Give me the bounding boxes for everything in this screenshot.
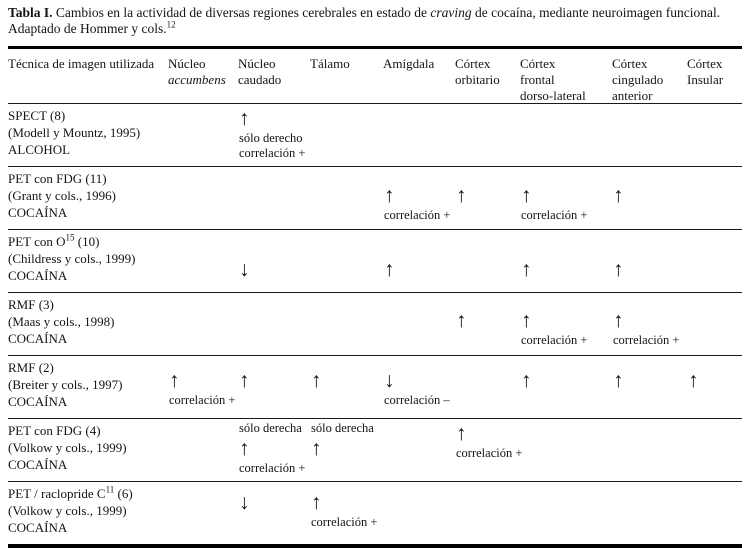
cell-cortex-frontal <box>520 104 612 166</box>
cell-talamo <box>310 419 383 481</box>
cell-nucleo-accumbens <box>168 293 238 355</box>
caption-text-1: Cambios en la actividad de diversas regiones cerebrales en estado de <box>52 5 431 20</box>
cell-amigdala <box>383 293 455 355</box>
up-arrow-icon: ↑ <box>521 368 532 392</box>
up-arrow-icon: ↑ <box>311 368 322 392</box>
header-line: Amígdala <box>383 56 435 71</box>
up-arrow-icon: ↑ <box>384 183 395 207</box>
technique-cell <box>8 104 168 166</box>
cell-cortex-cingulado <box>612 104 687 166</box>
table-label: Tabla I. <box>8 5 53 20</box>
study-citation: (Breiter y cols., 1997) <box>8 377 123 392</box>
caption-line-2 <box>8 21 742 37</box>
col-header-talamo <box>310 56 383 104</box>
cell-cortex-frontal <box>520 230 612 292</box>
technique-name: SPECT (8) <box>8 108 66 123</box>
cell-cortex-insular <box>687 167 742 229</box>
cell-nucleo-accumbens <box>168 482 238 544</box>
cell-nucleo-caudado <box>238 230 310 292</box>
cell-annotation: correlación + <box>239 461 306 475</box>
substance-label: COCAÍNA <box>8 394 68 409</box>
up-arrow-icon: ↑ <box>688 368 699 392</box>
col-header-technique <box>8 56 168 104</box>
technique-name: PET con FDG (4) <box>8 423 101 438</box>
up-arrow-icon: ↑ <box>521 183 532 207</box>
cell-talamo <box>310 230 383 292</box>
cell-amigdala <box>383 356 455 418</box>
cell-nucleo-accumbens <box>168 356 238 418</box>
up-arrow-icon: ↑ <box>521 308 532 332</box>
up-arrow-icon: ↑ <box>521 257 532 281</box>
cell-cortex-orbitario <box>455 419 523 481</box>
substance-label: COCAÍNA <box>8 331 68 346</box>
down-arrow-icon: ↓ <box>239 490 250 514</box>
cell-cortex-insular <box>687 230 742 292</box>
table-row <box>8 419 742 482</box>
substance-label: COCAÍNA <box>8 205 68 220</box>
up-arrow-icon: ↑ <box>456 183 467 207</box>
cell-cortex-cingulado <box>612 230 687 292</box>
substance-label: COCAÍNA <box>8 457 68 472</box>
cell-cortex-orbitario <box>455 104 520 166</box>
cell-amigdala <box>383 482 455 544</box>
cell-cortex-cingulado <box>612 482 687 544</box>
cell-cortex-frontal <box>520 356 612 418</box>
cell-cortex-insular <box>687 356 742 418</box>
up-arrow-icon: ↑ <box>613 183 624 207</box>
table-caption <box>8 5 742 37</box>
header-line: frontal <box>520 72 555 87</box>
cell-annotation: correlación + <box>613 333 680 347</box>
up-arrow-icon: ↑ <box>239 368 250 392</box>
cell-annotation: correlación + <box>521 208 588 222</box>
header-line: Núcleo <box>238 56 276 71</box>
technique-cell <box>8 419 168 481</box>
header-line: orbitario <box>455 72 500 87</box>
header-line: Córtex <box>520 56 556 71</box>
cell-nucleo-caudado <box>238 419 310 481</box>
cell-cortex-insular <box>687 293 742 355</box>
cell-cortex-frontal <box>520 482 612 544</box>
cell-annotation: correlación + <box>239 146 306 160</box>
cell-cortex-insular <box>687 104 742 166</box>
header-line: caudado <box>238 72 282 87</box>
cell-cortex-cingulado <box>612 293 687 355</box>
cell-cortex-orbitario <box>455 482 520 544</box>
col-header-amigdala <box>383 56 455 104</box>
cell-annotation: correlación – <box>384 393 450 407</box>
cell-nucleo-accumbens <box>168 167 238 229</box>
cell-amigdala <box>383 167 455 229</box>
cell-annotation: correlación + <box>169 393 236 407</box>
cell-cortex-orbitario <box>455 293 520 355</box>
cell-talamo <box>310 356 383 418</box>
up-arrow-icon: ↑ <box>239 106 250 130</box>
col-header-cortex-cingulado <box>612 56 687 104</box>
up-arrow-icon: ↑ <box>239 436 250 460</box>
technique-name: PET con FDG (11) <box>8 171 107 186</box>
table-header-row <box>8 49 742 104</box>
cell-cortex-insular <box>687 419 742 481</box>
cell-amigdala <box>383 104 455 166</box>
cell-nucleo-accumbens <box>168 419 238 481</box>
header-line: Córtex <box>455 56 491 71</box>
caption-text-2: de cocaína, mediante neuroimagen funcional. <box>471 5 721 20</box>
substance-label: COCAÍNA <box>8 268 68 283</box>
cell-amigdala <box>383 419 455 481</box>
up-arrow-icon: ↑ <box>311 436 322 460</box>
study-citation: (Volkow y cols., 1999) <box>8 503 127 518</box>
up-arrow-icon: ↑ <box>169 368 180 392</box>
header-line: anterior <box>612 88 653 103</box>
cell-nucleo-caudado <box>238 356 310 418</box>
cell-annotation: sólo derecha <box>239 421 302 435</box>
caption-source: Adaptado de Hommer y cols. <box>8 21 167 36</box>
cell-annotation: correlación + <box>384 208 451 222</box>
table-row <box>8 104 742 167</box>
up-arrow-icon: ↑ <box>456 421 467 445</box>
cell-annotation: sólo derecho <box>239 131 303 145</box>
technique-name: RMF (2) <box>8 360 54 375</box>
cell-cortex-orbitario <box>455 356 520 418</box>
substance-label: COCAÍNA <box>8 520 68 535</box>
header-line: Tálamo <box>310 56 350 71</box>
header-line: accumbens <box>168 72 226 87</box>
cell-amigdala <box>383 230 455 292</box>
cell-annotation: correlación + <box>521 333 588 347</box>
header-line: Insular <box>687 72 724 87</box>
cell-nucleo-caudado <box>238 104 310 166</box>
table-row <box>8 167 742 230</box>
col-header-cortex-insular <box>687 56 742 104</box>
cell-talamo <box>310 167 383 229</box>
study-citation: (Maas y cols., 1998) <box>8 314 115 329</box>
table-row <box>8 230 742 293</box>
cell-cortex-cingulado <box>612 419 687 481</box>
cell-nucleo-caudado <box>238 167 310 229</box>
header-line: Córtex <box>612 56 648 71</box>
substance-label: ALCOHOL <box>8 142 71 157</box>
cell-talamo <box>310 293 383 355</box>
cell-annotation: correlación + <box>311 515 378 529</box>
up-arrow-icon: ↑ <box>456 308 467 332</box>
cell-annotation: correlación + <box>456 446 523 460</box>
table-row <box>8 293 742 356</box>
up-arrow-icon: ↑ <box>613 308 624 332</box>
header-line: Córtex <box>687 56 723 71</box>
cell-talamo <box>310 482 383 544</box>
technique-cell <box>8 230 168 292</box>
cell-cortex-insular <box>687 482 742 544</box>
cell-cortex-orbitario <box>455 167 520 229</box>
technique-cell <box>8 356 168 418</box>
up-arrow-icon: ↑ <box>613 257 624 281</box>
study-citation: (Modell y Mountz, 1995) <box>8 125 141 140</box>
cell-cortex-frontal <box>520 167 612 229</box>
caption-line-1 <box>8 5 742 21</box>
technique-cell <box>8 293 168 355</box>
cell-nucleo-caudado <box>238 482 310 544</box>
down-arrow-icon: ↓ <box>239 257 250 281</box>
technique-cell <box>8 167 168 229</box>
up-arrow-icon: ↑ <box>384 257 395 281</box>
cell-cortex-cingulado <box>612 356 687 418</box>
cell-nucleo-caudado <box>238 293 310 355</box>
down-arrow-icon: ↓ <box>384 368 395 392</box>
cell-annotation: sólo derecha <box>311 421 374 435</box>
table-row <box>8 356 742 419</box>
caption-footnote-number: 12 <box>166 19 176 30</box>
header-line: cingulado <box>612 72 664 87</box>
study-citation: (Grant y cols., 1996) <box>8 188 116 203</box>
caption-italic-word: craving <box>430 5 472 20</box>
cell-nucleo-accumbens <box>168 230 238 292</box>
up-arrow-icon: ↑ <box>311 490 322 514</box>
technique-cell <box>8 482 168 544</box>
cell-cortex-frontal <box>520 293 612 355</box>
technique-name: PET con $O^{15}$ (10) <box>8 232 100 249</box>
cell-cortex-frontal <box>520 419 612 481</box>
col-header-nucleo-accumbens <box>168 56 238 104</box>
col-header-cortex-frontal <box>520 56 612 104</box>
results-table <box>8 46 742 548</box>
study-citation: (Childress y cols., 1999) <box>8 251 136 266</box>
header-line: dorso-lateral <box>520 88 586 103</box>
col-header-cortex-orbitario <box>455 56 520 104</box>
col-header-nucleo-caudado <box>238 56 310 104</box>
header-line: Técnica de imagen utilizada <box>8 56 155 71</box>
cell-cortex-orbitario <box>455 230 520 292</box>
table-row <box>8 482 742 544</box>
study-citation: (Volkow y cols., 1999) <box>8 440 127 455</box>
cell-cortex-cingulado <box>612 167 687 229</box>
technique-name: PET / raclopride $C^{11}$ (6) <box>8 484 133 501</box>
cell-nucleo-accumbens <box>168 104 238 166</box>
technique-name: RMF (3) <box>8 297 54 312</box>
up-arrow-icon: ↑ <box>613 368 624 392</box>
cell-talamo <box>310 104 383 166</box>
header-line: Núcleo <box>168 56 206 71</box>
